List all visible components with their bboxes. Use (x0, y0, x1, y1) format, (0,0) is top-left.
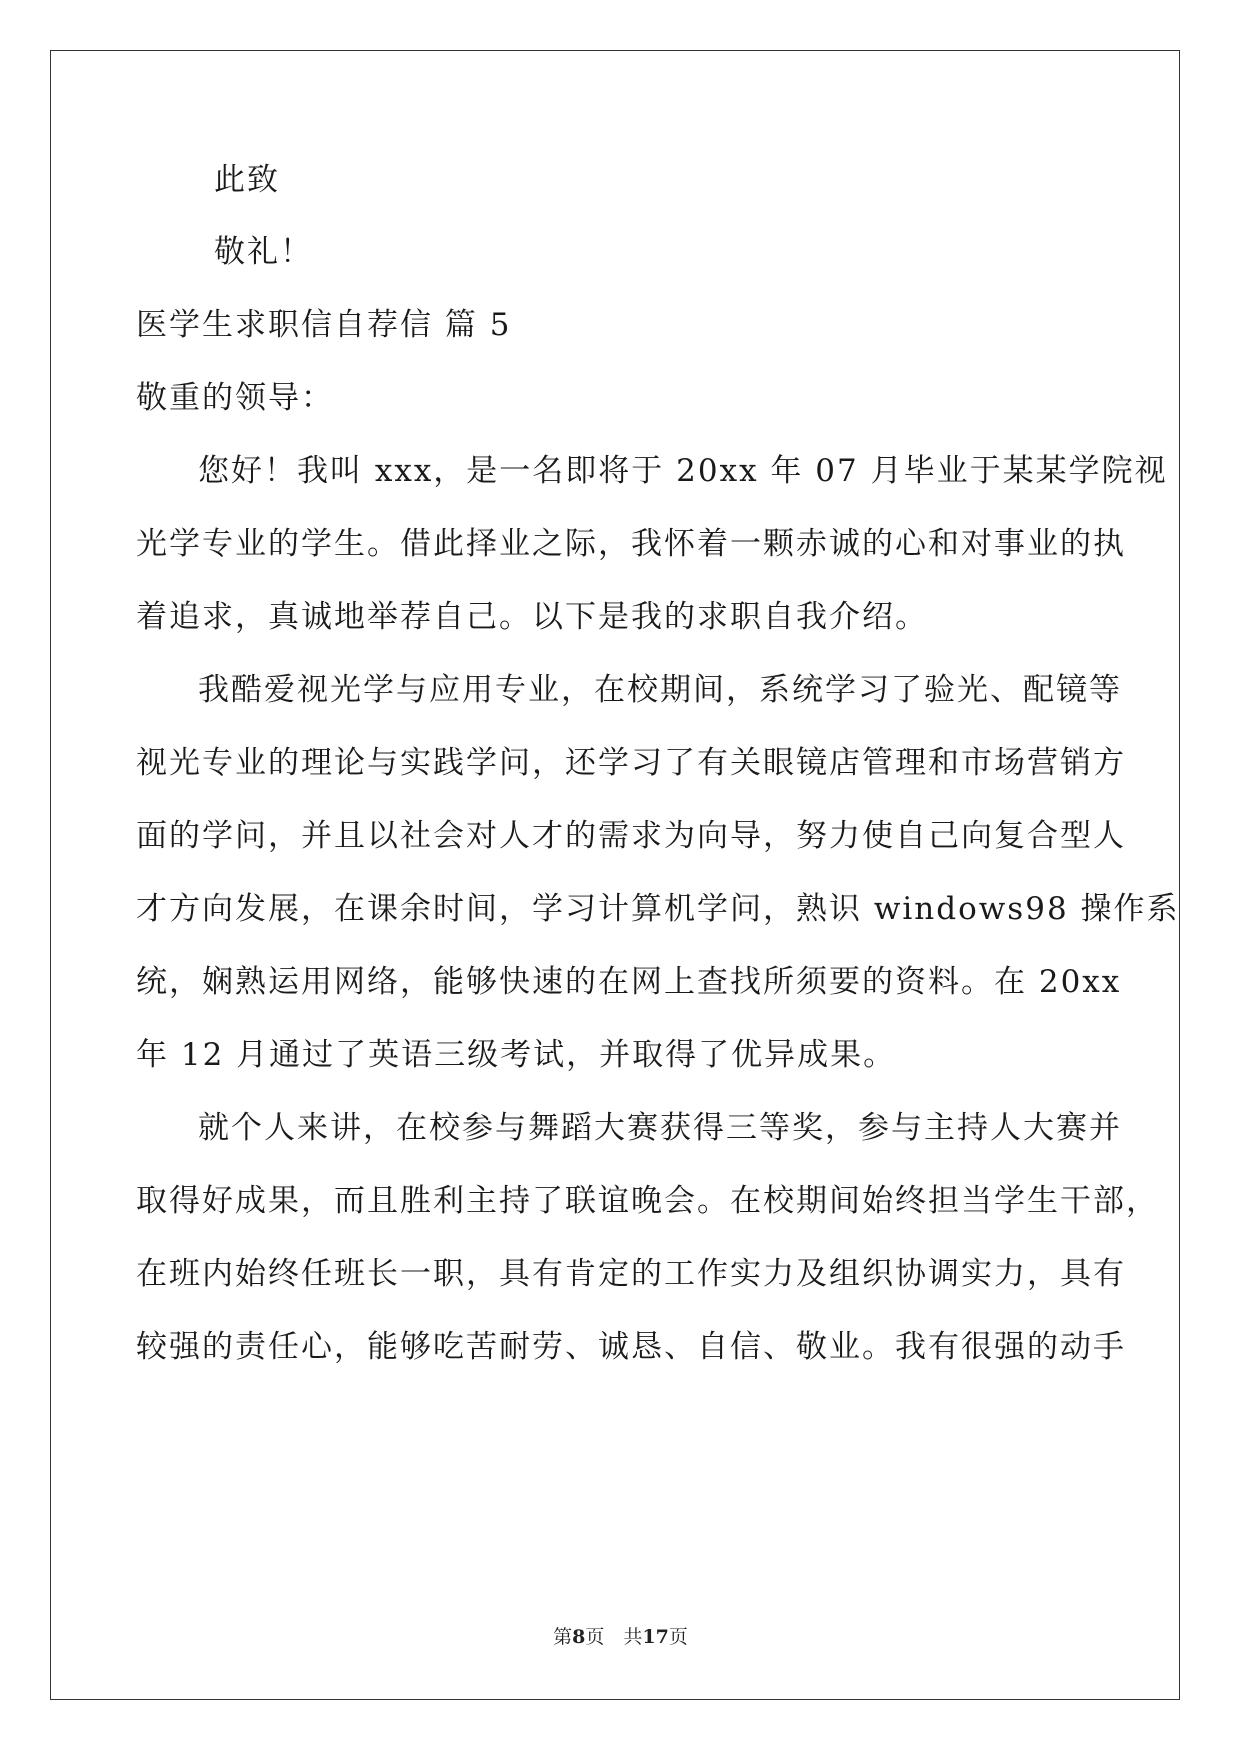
page-mid: 页 共 (585, 1626, 643, 1648)
salutation: 敬重的领导： (136, 380, 334, 416)
paragraph-1-line-1: 您好！我叫 xxx，是一名即将于 20xx 年 07 月毕业于某某学院视 (198, 453, 1168, 489)
paragraph-3-line-2: 取得好成果，而且胜利主持了联谊晚会。在校期间始终担当学生干部， (136, 1183, 1159, 1219)
paragraph-2-line-2: 视光专业的理论与实践学问，还学习了有关眼镜店管理和市场营销方 (136, 745, 1126, 781)
paragraph-2-line-5: 统，娴熟运用网络，能够快速的在网上查找所须要的资料。在 20xx (136, 964, 1122, 1000)
current-page-number: 8 (572, 1626, 586, 1648)
paragraph-3-line-1: 就个人来讲，在校参与舞蹈大赛获得三等奖，参与主持人大赛并 (198, 1110, 1122, 1146)
closing-line-1: 此致 (214, 162, 280, 198)
paragraph-1-line-2: 光学专业的学生。借此择业之际，我怀着一颗赤诚的心和对事业的执 (136, 526, 1126, 562)
paragraph-2-line-3: 面的学问，并且以社会对人才的需求为向导，努力使自己向复合型人 (136, 818, 1126, 854)
paragraph-2-line-6: 年 12 月通过了英语三级考试，并取得了优异成果。 (136, 1037, 897, 1073)
page-footer (0, 1622, 1241, 1649)
paragraph-2-line-4: 才方向发展，在课余时间，学习计算机学问，熟识 windows98 操作系 (136, 891, 1180, 927)
page-frame (50, 50, 1180, 1700)
page-suffix: 页 (668, 1626, 688, 1648)
paragraph-3-line-3: 在班内始终任班长一职，具有肯定的工作实力及组织协调实力，具有 (136, 1256, 1126, 1292)
closing-line-2: 敬礼！ (214, 234, 313, 270)
total-page-number: 17 (642, 1626, 669, 1648)
paragraph-3-line-4: 较强的责任心，能够吃苦耐劳、诚恳、自信、敬业。我有很强的动手 (136, 1329, 1126, 1365)
page-prefix: 第 (553, 1626, 573, 1648)
paragraph-1-line-3: 着追求，真诚地举荐自己。以下是我的求职自我介绍。 (136, 599, 928, 635)
paragraph-2-line-1: 我酷爱视光学与应用专业，在校期间，系统学习了验光、配镜等 (198, 672, 1122, 708)
section-title: 医学生求职信自荐信 篇 5 (136, 307, 512, 343)
